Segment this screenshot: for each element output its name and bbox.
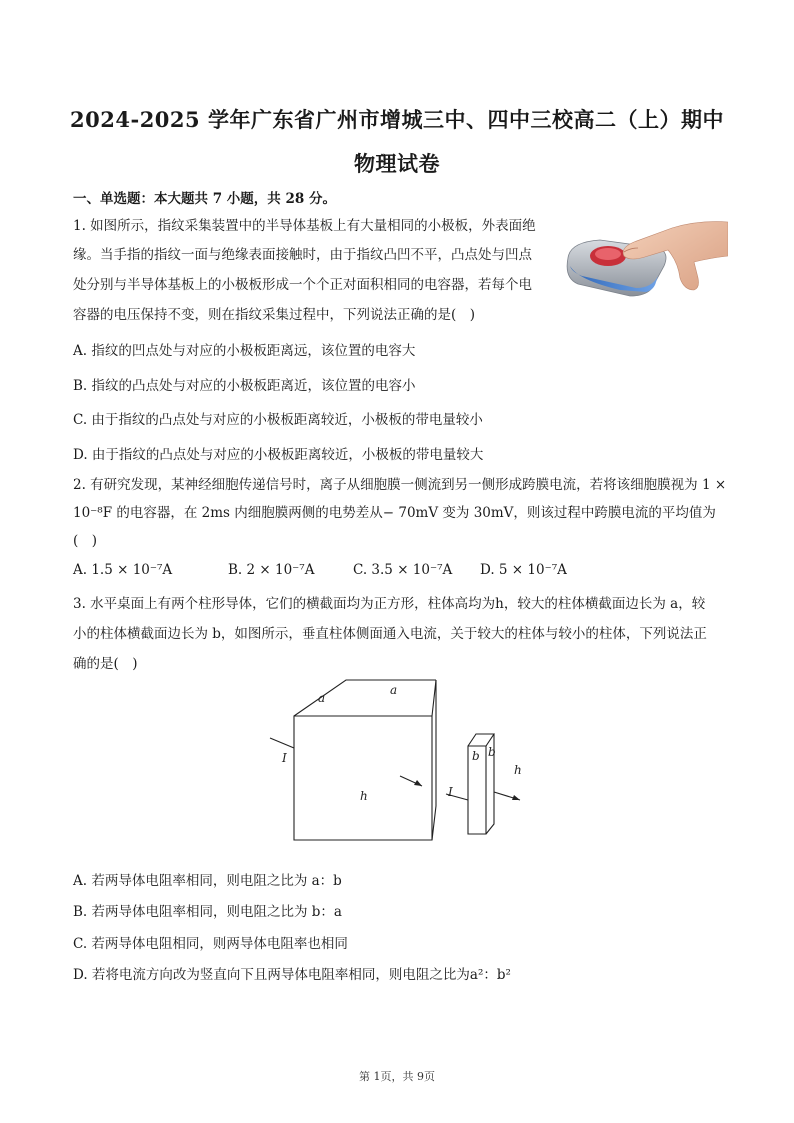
label-h-small: h bbox=[514, 763, 522, 777]
conductor-blocks-figure bbox=[262, 676, 537, 846]
exam-title-line1: 2024-2025 学年广东省广州市增城三中、四中三校高二（上）期中 bbox=[70, 107, 724, 132]
q3-option-b: B. 若两导体电阻率相同，则电阻之比为 b：a bbox=[73, 904, 342, 920]
q3-line-2: 小的柱体横截面边长为 b，如图所示，垂直柱体侧面通入电流，关于较大的柱体与较小的柱体，下列说法正 bbox=[73, 626, 707, 642]
q2-option-a: A. 1.5 × 10⁻⁷A bbox=[73, 562, 173, 578]
q1-line-4: 容器的电压保持不变，则在指纹采集过程中，下列说法正确的是( ) bbox=[73, 307, 476, 323]
q3-line-1: 3. 水平桌面上有两个柱形导体，它们的横截面均为正方形，柱体高均为h，较大的柱体横截面边长为 a，较 bbox=[73, 596, 706, 612]
q2-line-1: 2. 有研究发现，某神经细胞传递信号时，离子从细胞膜一侧流到另一侧形成跨膜电流，若将该细胞膜视为 1 × bbox=[73, 477, 727, 493]
label-h-large: h bbox=[360, 789, 368, 803]
q3-option-c: C. 若两导体电阻相同，则两导体电阻率也相同 bbox=[73, 936, 348, 952]
q3-line-3: 确的是( ) bbox=[73, 656, 138, 672]
q3-option-a: A. 若两导体电阻率相同，则电阻之比为 a：b bbox=[73, 873, 342, 889]
q1-option-c: C. 由于指纹的凸点处与对应的小极板距离较近，小极板的带电量较小 bbox=[73, 412, 483, 428]
label-b-side: b bbox=[488, 745, 496, 759]
exam-title-line2: 物理试卷 bbox=[354, 151, 440, 176]
q1-line-3: 处分别与半导体基板上的小极板形成一个个正对面积相同的电容器，若每个电 bbox=[73, 277, 532, 293]
q2-option-b: B. 2 × 10⁻⁷A bbox=[228, 562, 315, 578]
page-footer: 第 1页，共 9页 bbox=[359, 1070, 435, 1083]
q2-line-3: ( ) bbox=[73, 533, 98, 549]
q1-option-a: A. 指纹的凹点处与对应的小极板距离远，该位置的电容大 bbox=[73, 343, 416, 359]
q2-option-d: D. 5 × 10⁻⁷A bbox=[480, 562, 567, 578]
q3-option-d: D. 若将电流方向改为竖直向下且两导体电阻率相同，则电阻之比为a²：b² bbox=[73, 967, 511, 983]
q2-option-c: C. 3.5 × 10⁻⁷A bbox=[353, 562, 453, 578]
q2-line-2: 10⁻⁸F 的电容器，在 2ms 内细胞膜两侧的电势差从− 70mV 变为 30mV，则该过程中跨膜电流的平均值为 bbox=[73, 505, 716, 521]
q1-line-2: 缘。当手指的指纹一面与绝缘表面接触时，由于指纹凸凹不平，凸点处与凹点 bbox=[73, 247, 532, 263]
label-current-left: I bbox=[282, 751, 287, 765]
q1-option-b: B. 指纹的凸点处与对应的小极板距离近，该位置的电容小 bbox=[73, 378, 416, 394]
label-a-left: a bbox=[318, 691, 326, 705]
q1-line-1: 1. 如图所示，指纹采集装置中的半导体基板上有大量相同的小极板，外表面绝 bbox=[73, 218, 536, 234]
section-heading-single-choice: 一、单选题：本大题共 7 小题，共 28 分。 bbox=[73, 191, 336, 207]
fingerprint-scanner-image bbox=[560, 218, 728, 308]
label-current-right: I bbox=[448, 785, 453, 799]
label-b-front: b bbox=[472, 749, 480, 763]
q1-option-d: D. 由于指纹的凸点处与对应的小极板距离较近，小极板的带电量较大 bbox=[73, 447, 484, 463]
label-a-top: a bbox=[390, 683, 398, 697]
